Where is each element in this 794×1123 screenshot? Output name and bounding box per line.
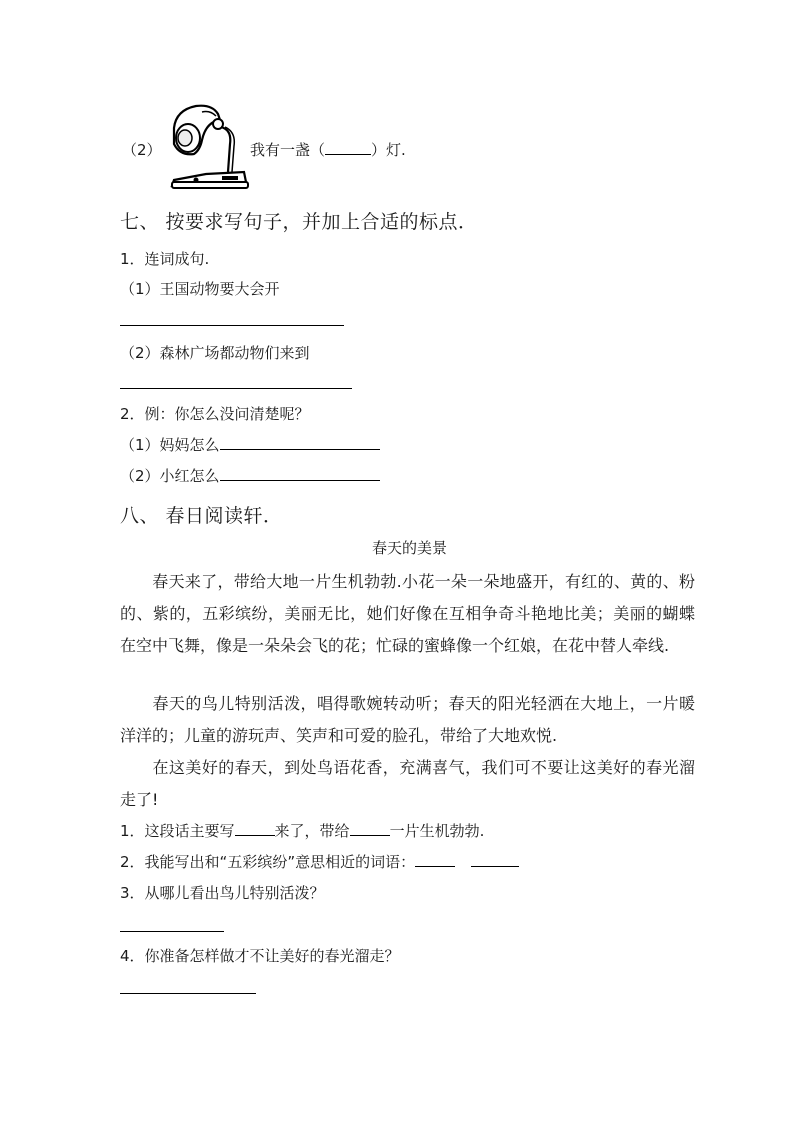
- answer-blank[interactable]: [220, 435, 380, 450]
- s8-q1-part-b: 来了，带给: [274, 822, 350, 840]
- s7-q2-item-1-text: （1）妈妈怎么: [120, 436, 220, 454]
- passage-paragraph: [120, 688, 695, 752]
- paragraph-text: 春天来了，带给大地一片生机勃勃.小花一朵一朵地盛开，有红的、黄的、粉的、紫的，五彩缤纷，美丽无比，她们好像在互相争奇斗艳地比美；美丽的蝴蝶在空中飞舞，像是一朵朵会飞的花；忙碌的蜜蜂像一个红娘，在花中替人牵线.: [120, 572, 695, 655]
- section-8-heading: 八、 春日阅读轩．: [120, 505, 283, 527]
- item-number: （2）: [122, 141, 162, 159]
- answer-blank[interactable]: [415, 852, 455, 867]
- answer-blank[interactable]: [325, 140, 371, 155]
- s7-q2-item-1: [120, 435, 380, 455]
- section-7-heading: 七、 按要求写句子，并加上合适的标点．: [120, 211, 478, 233]
- s8-q1-part-a: 1．这段话主要写: [120, 822, 235, 840]
- s8-q1-part-c: 一片生机勃勃.: [389, 822, 485, 840]
- paragraph-text: 春天的鸟儿特别活泼，唱得歌婉转动听；春天的阳光轻洒在大地上，一片暖洋洋的；儿童的游玩声、笑声和可爱的脸孔，带给了大地欢悦.: [120, 694, 695, 745]
- answer-line[interactable]: [120, 993, 256, 994]
- answer-line[interactable]: [120, 325, 344, 326]
- s7-q1-item-1: （1）王国动物要大会开: [120, 280, 280, 298]
- passage-paragraph: [120, 752, 695, 816]
- s7-q1-item-2: （2）森林广场都动物们来到: [120, 344, 310, 362]
- answer-line[interactable]: [120, 388, 352, 389]
- answer-blank[interactable]: [220, 466, 380, 481]
- passage-title: 春天的美景: [372, 539, 448, 557]
- s8-q1: [120, 821, 484, 841]
- s8-q4: 4．你准备怎样做才不让美好的春光溜走？: [120, 947, 400, 965]
- s8-q3: 3．从哪儿看出鸟儿特别活泼？: [120, 884, 325, 902]
- s7-q2-label: 2．例：你怎么没问清楚呢？: [120, 405, 310, 423]
- s8-q2: [120, 852, 519, 872]
- paragraph-text: 在这美好的春天，到处鸟语花香，充满喜气，我们可不要让这美好的春光溜走了!: [120, 758, 695, 809]
- lamp-text-before: 我有一盏（: [250, 141, 326, 159]
- s7-q1-label: 1．连词成句.: [120, 250, 210, 268]
- s8-q2-text: 2．我能写出和“五彩缤纷”意思相近的词语：: [120, 853, 416, 871]
- lamp-text-after: ）灯.: [371, 141, 406, 159]
- s7-q2-item-2-text: （2）小红怎么: [120, 467, 220, 485]
- s7-q2-item-2: [120, 466, 380, 486]
- answer-blank[interactable]: [350, 821, 390, 836]
- answer-blank[interactable]: [471, 852, 519, 867]
- answer-blank[interactable]: [235, 821, 275, 836]
- lamp-sentence: [250, 140, 406, 160]
- answer-line[interactable]: [120, 931, 224, 932]
- desk-lamp-icon: [166, 100, 252, 196]
- passage-paragraph: [120, 566, 695, 662]
